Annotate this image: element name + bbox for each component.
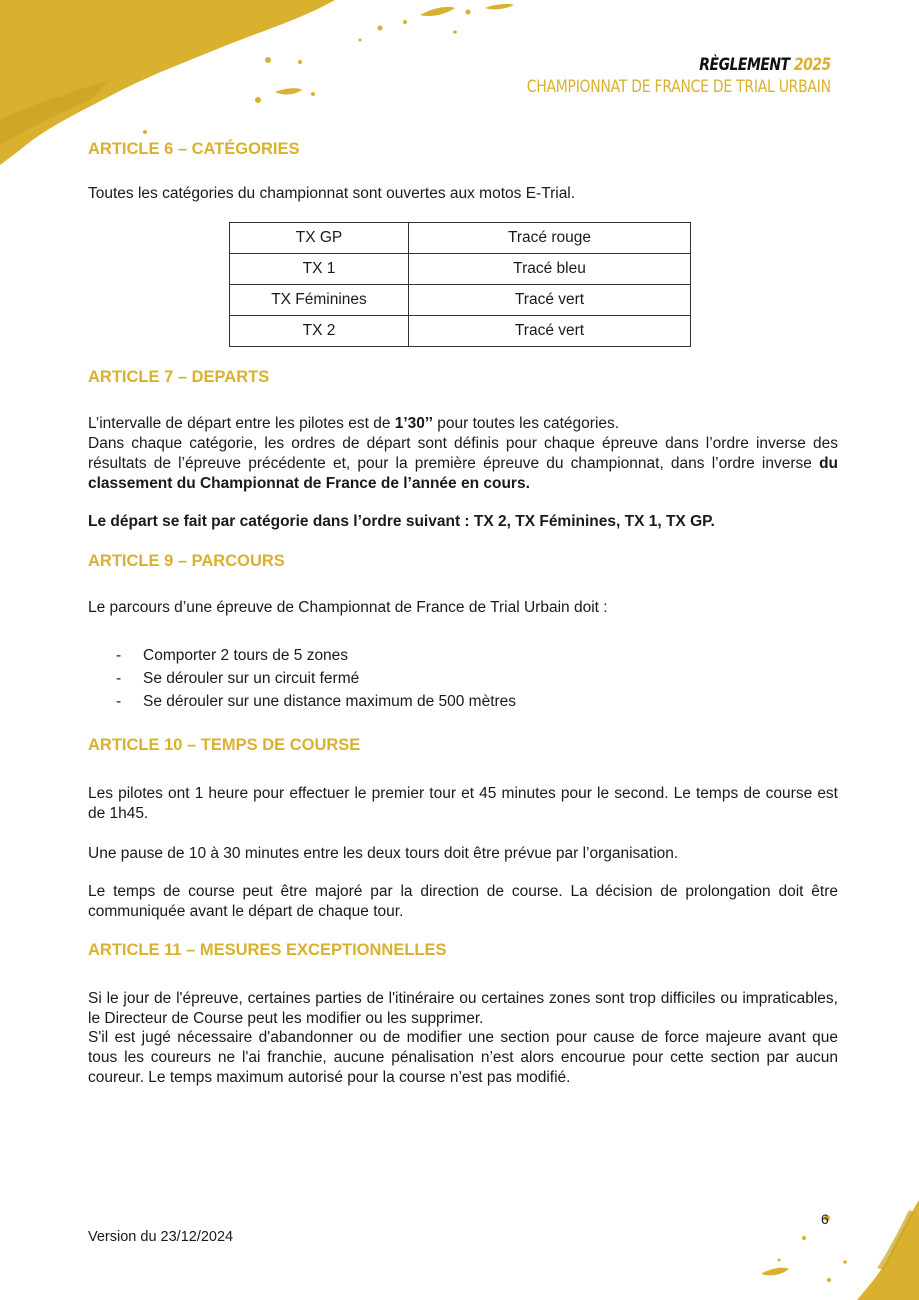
article-6-heading: ARTICLE 6 – CATÉGORIES	[88, 140, 300, 158]
article-11-paragraph-2: S'il est jugé nécessaire d'abandonner ou de modifier une section pour cause de force majeure avant que tous les coureurs ne l'ai franchie, aucune pénalisation n’est alors encourue pour cette section par aucun coureur. Le temps maximum autorisé pour la course n’est pas modifié.	[88, 1029, 838, 1086]
table-row	[230, 316, 691, 347]
article-9-heading: ARTICLE 9 – PARCOURS	[88, 552, 285, 570]
list-item: - Se dérouler sur un circuit fermé	[116, 670, 360, 687]
header-title-word: RÈGLEMENT	[699, 55, 790, 75]
table-cell-category: TX Féminines	[230, 285, 409, 316]
table-row	[230, 254, 691, 285]
table-row	[230, 223, 691, 254]
course-requirements-list	[116, 646, 516, 715]
categories-table	[229, 222, 691, 347]
article-10-paragraph-2: Une pause de 10 à 30 minutes entre les deux tours doit être prévue par l’organisation.	[88, 845, 679, 862]
header-title	[527, 56, 831, 76]
article-6-intro: Toutes les catégories du championnat sont ouvertes aux motos E-Trial.	[88, 185, 576, 202]
article-10-paragraph-1: Les pilotes ont 1 heure pour effectuer le premier tour et 45 minutes pour le second. Le temps de course est de 1h45.	[88, 785, 838, 822]
header-title-year: 2025	[794, 55, 831, 75]
interval-value: 1’30’’	[394, 415, 433, 432]
table-cell-track: Tracé vert	[409, 316, 691, 347]
table-cell-track: Tracé rouge	[409, 223, 691, 254]
article-10-paragraph-3: Le temps de course peut être majoré par la direction de course. La décision de prolongation doit être communiquée avant le départ de chaque tour.	[88, 883, 838, 920]
article-9-intro: Le parcours d’une épreuve de Championnat de France de Trial Urbain doit :	[88, 599, 608, 616]
table-cell-track: Tracé bleu	[409, 254, 691, 285]
order-bold: du classement du Championnat de France de l’année en cours.	[88, 455, 838, 492]
article-11-paragraph-1: Si le jour de l'épreuve, certaines parties de l'itinéraire ou certaines zones sont trop difficiles ou impraticables, le Directeur de Course peut les modifier ou les supprimer.	[88, 990, 838, 1027]
list-item: - Comporter 2 tours de 5 zones	[116, 647, 349, 664]
article-10-heading: ARTICLE 10 – TEMPS DE COURSE	[88, 736, 361, 754]
header-subtitle: CHAMPIONNAT DE FRANCE DE TRIAL URBAIN	[526, 76, 831, 97]
table-row	[230, 285, 691, 316]
table-cell-category: TX GP	[230, 223, 409, 254]
table-cell-category: TX 2	[230, 316, 409, 347]
order-text: Dans chaque catégorie, les ordres de départ sont définis pour chaque épreuve dans l’ordre inverse des résultats de l’épreuve précédente et, pour la première épreuve du championnat, dans l’ordre inverse	[88, 435, 838, 472]
article-7-heading: ARTICLE 7 – DEPARTS	[88, 368, 270, 386]
table-cell-track: Tracé vert	[409, 285, 691, 316]
article-7-order	[88, 434, 838, 494]
paint-splash-bottom-right	[749, 1190, 919, 1300]
page-number: 6	[821, 1211, 829, 1227]
interval-pre: L’intervalle de départ entre les pilotes est de	[88, 415, 395, 432]
document-header	[460, 56, 831, 97]
table-cell-category: TX 1	[230, 254, 409, 285]
footer-version: Version du 23/12/2024	[88, 1229, 234, 1245]
interval-post: pour toutes les catégories.	[432, 415, 620, 432]
article-7-interval	[88, 414, 838, 434]
article-7-start-order: Le départ se fait par catégorie dans l’ordre suivant : TX 2, TX Féminines, TX 1, TX GP.	[88, 513, 715, 530]
list-item: - Se dérouler sur une distance maximum de 500 mètres	[116, 693, 517, 710]
article-11-heading: ARTICLE 11 – MESURES EXCEPTIONNELLES	[88, 941, 447, 959]
